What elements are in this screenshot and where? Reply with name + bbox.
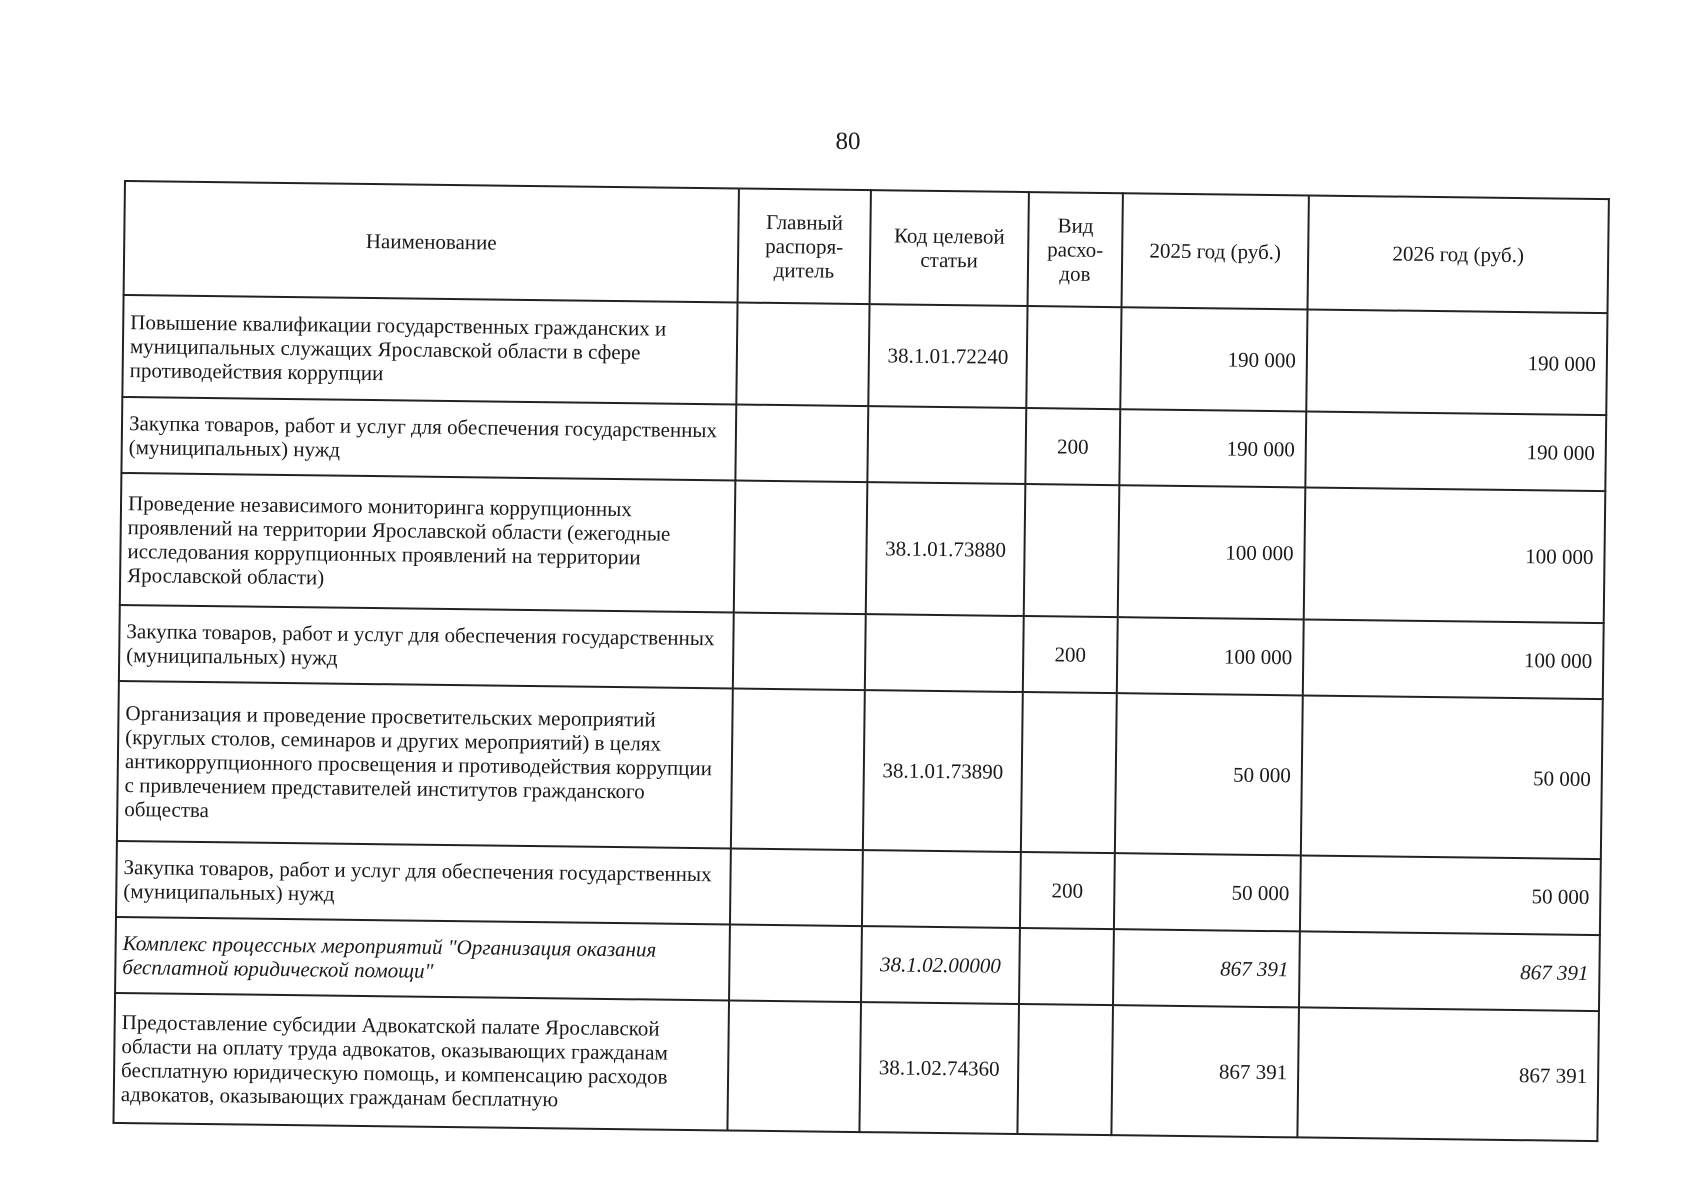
row-2025: 50 000 <box>1114 853 1301 931</box>
page-number: 80 <box>835 128 861 155</box>
row-name: Предоставление субсидии Адвокатской палате Ярославской области на оплату труда адвокатов, оказывающих гражданам бесплатную юридическую помощь, и компенсацию расходов адвокатов, оказывающих гражданам бесплатную <box>113 993 729 1130</box>
row-2026: 100 000 <box>1303 619 1604 699</box>
table-row <box>120 473 1606 623</box>
row-2026: 190 000 <box>1305 411 1606 491</box>
row-kind <box>1019 928 1114 1005</box>
row-manager <box>727 1000 861 1132</box>
row-kind <box>1017 1004 1113 1135</box>
row-code: 38.1.02.00000 <box>861 926 1020 1004</box>
row-2026: 50 000 <box>1301 695 1603 859</box>
row-2026: 867 391 <box>1297 1007 1599 1141</box>
header-2026: 2026 год (руб.) <box>1308 195 1609 313</box>
row-2026: 50 000 <box>1300 855 1601 935</box>
budget-table-container <box>112 180 1607 1142</box>
row-code: 38.1.01.73880 <box>866 482 1026 616</box>
table-header-row <box>124 181 1609 313</box>
table-row <box>117 681 1603 859</box>
row-kind <box>1026 306 1121 409</box>
row-code <box>867 406 1026 484</box>
row-code <box>862 850 1021 928</box>
budget-table <box>112 180 1609 1142</box>
row-2026: 190 000 <box>1306 309 1607 415</box>
header-code: Код целевой статьи <box>870 190 1029 306</box>
row-manager <box>736 303 869 407</box>
row-manager <box>729 924 862 1002</box>
row-2025: 100 000 <box>1118 485 1306 619</box>
row-kind <box>1021 692 1117 853</box>
row-2026: 867 391 <box>1299 931 1600 1011</box>
row-2025: 100 000 <box>1117 617 1304 695</box>
row-manager <box>731 688 865 850</box>
row-2025: 867 391 <box>1113 929 1300 1007</box>
row-code: 38.1.01.72240 <box>868 304 1027 408</box>
row-code <box>865 614 1024 692</box>
row-2025: 190 000 <box>1120 307 1307 411</box>
row-name: Закупка товаров, работ и услуг для обеспечения государственных (муниципальных) нужд <box>119 605 734 688</box>
row-2025: 867 391 <box>1111 1005 1299 1137</box>
header-2025: 2025 год (руб.) <box>1122 193 1309 309</box>
row-manager <box>734 480 868 614</box>
row-name: Комплекс процессных мероприятий "Организация оказания бесплатной юридической помощи" <box>115 917 730 1000</box>
table-row <box>122 295 1607 415</box>
row-code: 38.1.01.73890 <box>863 690 1023 852</box>
row-name: Повышение квалификации государственных гражданских и муниципальных служащих Ярославской области в сфере противодействия коррупции <box>122 295 737 404</box>
row-2026: 100 000 <box>1304 487 1606 623</box>
row-kind: 200 <box>1025 408 1120 485</box>
row-name: Закупка товаров, работ и услуг для обеспечения государственных (муниципальных) нужд <box>116 841 731 924</box>
row-2025: 190 000 <box>1119 409 1306 487</box>
row-name: Закупка товаров, работ и услуг для обеспечения государственных (муниципальных) нужд <box>121 397 736 480</box>
row-manager <box>733 612 866 690</box>
table-row <box>113 993 1598 1141</box>
header-name: Наименование <box>124 181 739 302</box>
row-manager <box>730 848 863 926</box>
header-manager: Главный распоря-дитель <box>738 189 871 305</box>
row-manager <box>735 404 868 482</box>
row-kind <box>1024 484 1120 617</box>
row-name: Организация и проведение просветительских мероприятий (круглых столов, семинаров и других мероприятий) в целях антикоррупционного просвещения и противодействия коррупции с привлечением представителей институтов гражданского общества <box>117 681 733 848</box>
row-kind: 200 <box>1023 616 1118 693</box>
row-2025: 50 000 <box>1115 693 1303 855</box>
header-kind: Вид расхо-дов <box>1028 192 1123 307</box>
row-name: Проведение независимого мониторинга коррупционных проявлений на территории Ярославской области (ежегодные исследования коррупционных проявлений на территории Ярославской области) <box>120 473 736 612</box>
row-kind: 200 <box>1020 852 1115 929</box>
row-code: 38.1.02.74360 <box>859 1002 1019 1134</box>
